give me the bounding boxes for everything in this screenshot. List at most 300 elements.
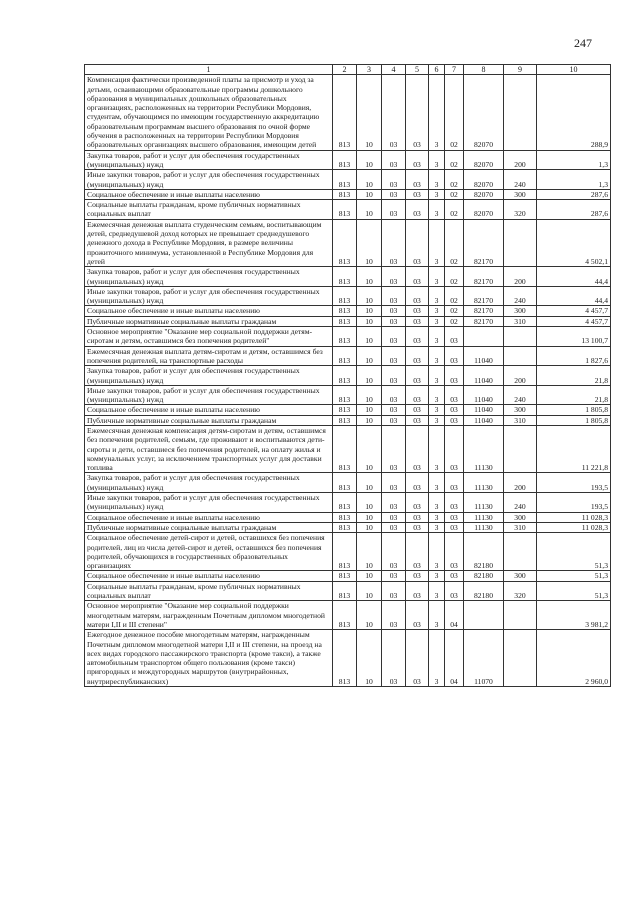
expense-type-code: 300 xyxy=(504,571,537,581)
section-code: 10 xyxy=(357,571,382,581)
section-code: 10 xyxy=(357,581,382,601)
subprogram-code: 3 xyxy=(429,170,445,190)
expense-type-code: 200 xyxy=(504,267,537,287)
program-code: 03 xyxy=(406,533,429,571)
event-code: 03 xyxy=(445,425,464,472)
row-name: Социальные выплаты гражданам, кроме публичных нормативных социальных выплат xyxy=(85,200,333,220)
row-name: Закупка товаров, работ и услуг для обеспечения государственных (муниципальных) нужд xyxy=(85,473,333,493)
section-code: 10 xyxy=(357,150,382,170)
subsection-code: 03 xyxy=(382,316,406,326)
amount: 1,3 xyxy=(537,150,611,170)
subprogram-code: 3 xyxy=(429,405,445,415)
event-code: 02 xyxy=(445,170,464,190)
event-code: 02 xyxy=(445,189,464,199)
expense-type-code xyxy=(504,425,537,472)
admin-code: 813 xyxy=(333,630,357,687)
table-row xyxy=(85,415,611,425)
section-code: 10 xyxy=(357,219,382,266)
amount: 3 981,2 xyxy=(537,601,611,630)
subsection-code: 03 xyxy=(382,306,406,316)
event-code: 03 xyxy=(445,533,464,571)
direction-code: 82070 xyxy=(464,170,504,190)
admin-code: 813 xyxy=(333,533,357,571)
table-row xyxy=(85,267,611,287)
program-code: 03 xyxy=(406,306,429,316)
subprogram-code: 3 xyxy=(429,286,445,306)
column-number: 9 xyxy=(504,65,537,75)
program-code: 03 xyxy=(406,493,429,513)
section-code: 10 xyxy=(357,601,382,630)
row-name: Социальное обеспечение и иные выплаты населению xyxy=(85,512,333,522)
section-code: 10 xyxy=(357,385,382,405)
direction-code: 11130 xyxy=(464,473,504,493)
section-code: 10 xyxy=(357,316,382,326)
amount: 287,6 xyxy=(537,189,611,199)
section-code: 10 xyxy=(357,170,382,190)
section-code: 10 xyxy=(357,512,382,522)
table-row xyxy=(85,286,611,306)
table-row xyxy=(85,630,611,687)
direction-code: 11130 xyxy=(464,512,504,522)
event-code: 03 xyxy=(445,522,464,532)
amount: 288,9 xyxy=(537,75,611,150)
row-name: Иные закупки товаров, работ и услуг для обеспечения государственных (муниципальных) нужд xyxy=(85,286,333,306)
table-row xyxy=(85,366,611,386)
subsection-code: 03 xyxy=(382,385,406,405)
section-code: 10 xyxy=(357,75,382,150)
expense-type-code xyxy=(504,630,537,687)
event-code: 03 xyxy=(445,366,464,386)
table-row xyxy=(85,522,611,532)
subprogram-code: 3 xyxy=(429,346,445,366)
table-row xyxy=(85,512,611,522)
direction-code: 82170 xyxy=(464,267,504,287)
expense-type-code: 200 xyxy=(504,366,537,386)
subsection-code: 03 xyxy=(382,512,406,522)
subsection-code: 03 xyxy=(382,533,406,571)
amount: 11 221,8 xyxy=(537,425,611,472)
amount: 51,3 xyxy=(537,533,611,571)
subprogram-code: 3 xyxy=(429,512,445,522)
admin-code: 813 xyxy=(333,286,357,306)
subsection-code: 03 xyxy=(382,366,406,386)
table-row xyxy=(85,493,611,513)
expense-type-code: 240 xyxy=(504,493,537,513)
table-row xyxy=(85,601,611,630)
row-name: Закупка товаров, работ и услуг для обеспечения государственных (муниципальных) нужд xyxy=(85,150,333,170)
program-code: 03 xyxy=(406,415,429,425)
direction-code: 11130 xyxy=(464,493,504,513)
expense-type-code xyxy=(504,533,537,571)
admin-code: 813 xyxy=(333,170,357,190)
column-number: 2 xyxy=(333,65,357,75)
row-name: Социальное обеспечение и иные выплаты населению xyxy=(85,306,333,316)
direction-code: 82070 xyxy=(464,189,504,199)
expense-type-code: 300 xyxy=(504,306,537,316)
subsection-code: 03 xyxy=(382,346,406,366)
event-code: 04 xyxy=(445,630,464,687)
admin-code: 813 xyxy=(333,473,357,493)
event-code: 02 xyxy=(445,219,464,266)
event-code: 03 xyxy=(445,512,464,522)
program-code: 03 xyxy=(406,581,429,601)
table-row xyxy=(85,346,611,366)
subprogram-code: 3 xyxy=(429,316,445,326)
table-row xyxy=(85,533,611,571)
subprogram-code: 3 xyxy=(429,533,445,571)
table-row xyxy=(85,385,611,405)
row-name: Закупка товаров, работ и услуг для обеспечения государственных (муниципальных) нужд xyxy=(85,366,333,386)
admin-code: 813 xyxy=(333,493,357,513)
admin-code: 813 xyxy=(333,385,357,405)
amount: 4 457,7 xyxy=(537,306,611,316)
program-code: 03 xyxy=(406,571,429,581)
expense-type-code: 320 xyxy=(504,200,537,220)
amount: 1,3 xyxy=(537,170,611,190)
direction-code: 11040 xyxy=(464,346,504,366)
program-code: 03 xyxy=(406,346,429,366)
direction-code: 82070 xyxy=(464,200,504,220)
event-code: 02 xyxy=(445,267,464,287)
subprogram-code: 3 xyxy=(429,189,445,199)
program-code: 03 xyxy=(406,385,429,405)
column-number: 3 xyxy=(357,65,382,75)
expense-type-code: 310 xyxy=(504,415,537,425)
admin-code: 813 xyxy=(333,200,357,220)
event-code: 02 xyxy=(445,200,464,220)
section-code: 10 xyxy=(357,533,382,571)
subprogram-code: 3 xyxy=(429,425,445,472)
column-number: 5 xyxy=(406,65,429,75)
subprogram-code: 3 xyxy=(429,267,445,287)
section-code: 10 xyxy=(357,200,382,220)
row-name: Ежемесячная денежная компенсация детям-сиротам и детям, оставшимся без попечения родителей, семьям, где проживают и воспитываются дети-сироты и дети, оставшиеся без попечения родителей, на оплату жилья и коммунальных услуг, за исключением транспортных услуг для доставки топлива xyxy=(85,425,333,472)
program-code: 03 xyxy=(406,219,429,266)
subprogram-code: 3 xyxy=(429,385,445,405)
row-name: Публичные нормативные социальные выплаты гражданам xyxy=(85,522,333,532)
row-name: Социальное обеспечение и иные выплаты населению xyxy=(85,189,333,199)
expense-type-code xyxy=(504,346,537,366)
program-code: 03 xyxy=(406,405,429,415)
subprogram-code: 3 xyxy=(429,630,445,687)
subprogram-code: 3 xyxy=(429,306,445,316)
expense-type-code xyxy=(504,219,537,266)
section-code: 10 xyxy=(357,473,382,493)
column-number-row xyxy=(85,65,611,75)
table-row xyxy=(85,75,611,150)
amount: 51,3 xyxy=(537,571,611,581)
program-code: 03 xyxy=(406,170,429,190)
subsection-code: 03 xyxy=(382,75,406,150)
admin-code: 813 xyxy=(333,219,357,266)
admin-code: 813 xyxy=(333,75,357,150)
row-name: Публичные нормативные социальные выплаты гражданам xyxy=(85,316,333,326)
section-code: 10 xyxy=(357,189,382,199)
row-name: Компенсация фактически произведенной платы за присмотр и уход за детьми, осваивающими образовательные программы дошкольного образования в муниципальных дошкольных образовательных организациях, расположенных на территории Республики Мордовия, студентам, обучающимся по имеющим государственную аккредитацию образовательным программам высшего образования по очной форме обучения в расположенных на территории Республики Мордовия образовательных организациях высшего образования, имеющим детей xyxy=(85,75,333,150)
amount: 11 028,3 xyxy=(537,522,611,532)
amount: 51,3 xyxy=(537,581,611,601)
column-number: 7 xyxy=(445,65,464,75)
table-body xyxy=(85,65,611,687)
section-code: 10 xyxy=(357,425,382,472)
row-name: Ежемесячная денежная выплата детям-сиротам и детям, оставшимся без попечения родителей, на транспортные расходы xyxy=(85,346,333,366)
row-name: Социальное обеспечение и иные выплаты населению xyxy=(85,571,333,581)
subprogram-code: 3 xyxy=(429,200,445,220)
admin-code: 813 xyxy=(333,571,357,581)
event-code: 02 xyxy=(445,75,464,150)
row-name: Закупка товаров, работ и услуг для обеспечения государственных (муниципальных) нужд xyxy=(85,267,333,287)
row-name: Основное мероприятие "Оказание мер социальной поддержки детям-сиротам и детям, оставшимся без попечения родителей" xyxy=(85,327,333,347)
admin-code: 813 xyxy=(333,189,357,199)
subprogram-code: 3 xyxy=(429,75,445,150)
row-name: Ежемесячная денежная выплата студенческим семьям, воспитывающим детей, среднедушевой доход которых не превышает среднедушевого денежного дохода в Республике Мордовия, в размере величины прожиточного минимума, установленной в Республике Мордовия для детей xyxy=(85,219,333,266)
amount: 44,4 xyxy=(537,267,611,287)
direction-code xyxy=(464,327,504,347)
row-name: Публичные нормативные социальные выплаты гражданам xyxy=(85,415,333,425)
table-row xyxy=(85,219,611,266)
expense-type-code: 200 xyxy=(504,150,537,170)
admin-code: 813 xyxy=(333,415,357,425)
column-number: 1 xyxy=(85,65,333,75)
direction-code: 82070 xyxy=(464,150,504,170)
admin-code: 813 xyxy=(333,346,357,366)
program-code: 03 xyxy=(406,630,429,687)
direction-code: 82180 xyxy=(464,533,504,571)
amount: 4 457,7 xyxy=(537,316,611,326)
program-code: 03 xyxy=(406,366,429,386)
subprogram-code: 3 xyxy=(429,571,445,581)
direction-code: 82170 xyxy=(464,219,504,266)
expense-type-code: 240 xyxy=(504,286,537,306)
section-code: 10 xyxy=(357,267,382,287)
event-code: 03 xyxy=(445,493,464,513)
subprogram-code: 3 xyxy=(429,150,445,170)
subprogram-code: 3 xyxy=(429,522,445,532)
expense-type-code: 300 xyxy=(504,405,537,415)
admin-code: 813 xyxy=(333,327,357,347)
program-code: 03 xyxy=(406,327,429,347)
expense-type-code xyxy=(504,75,537,150)
event-code: 02 xyxy=(445,286,464,306)
expense-type-code: 320 xyxy=(504,581,537,601)
admin-code: 813 xyxy=(333,366,357,386)
admin-code: 813 xyxy=(333,267,357,287)
program-code: 03 xyxy=(406,522,429,532)
program-code: 03 xyxy=(406,473,429,493)
subsection-code: 03 xyxy=(382,425,406,472)
expense-type-code: 300 xyxy=(504,189,537,199)
subsection-code: 03 xyxy=(382,170,406,190)
expense-type-code: 310 xyxy=(504,522,537,532)
budget-table xyxy=(84,64,611,687)
subprogram-code: 3 xyxy=(429,415,445,425)
amount: 2 960,0 xyxy=(537,630,611,687)
subprogram-code: 3 xyxy=(429,327,445,347)
subsection-code: 03 xyxy=(382,581,406,601)
event-code: 03 xyxy=(445,327,464,347)
program-code: 03 xyxy=(406,200,429,220)
row-name: Иные закупки товаров, работ и услуг для обеспечения государственных (муниципальных) нужд xyxy=(85,385,333,405)
section-code: 10 xyxy=(357,366,382,386)
subsection-code: 03 xyxy=(382,286,406,306)
event-code: 02 xyxy=(445,306,464,316)
subprogram-code: 3 xyxy=(429,493,445,513)
column-number: 8 xyxy=(464,65,504,75)
table-row xyxy=(85,200,611,220)
program-code: 03 xyxy=(406,75,429,150)
program-code: 03 xyxy=(406,512,429,522)
amount: 21,8 xyxy=(537,366,611,386)
event-code: 02 xyxy=(445,150,464,170)
direction-code: 11130 xyxy=(464,522,504,532)
subprogram-code: 3 xyxy=(429,601,445,630)
direction-code: 11040 xyxy=(464,385,504,405)
direction-code: 11040 xyxy=(464,366,504,386)
expense-type-code: 240 xyxy=(504,385,537,405)
event-code: 03 xyxy=(445,581,464,601)
program-code: 03 xyxy=(406,425,429,472)
expense-type-code: 240 xyxy=(504,170,537,190)
admin-code: 813 xyxy=(333,581,357,601)
table-row xyxy=(85,405,611,415)
event-code: 02 xyxy=(445,316,464,326)
table-row xyxy=(85,316,611,326)
amount: 44,4 xyxy=(537,286,611,306)
section-code: 10 xyxy=(357,327,382,347)
subsection-code: 03 xyxy=(382,150,406,170)
row-name: Иные закупки товаров, работ и услуг для обеспечения государственных (муниципальных) нужд xyxy=(85,493,333,513)
row-name: Ежегодное денежное пособие многодетным матерям, награжденным Почетным дипломом многодетной матери I,II и III степени, на проезд на всех видах городского пассажирского транспорта (кроме такси), а также автомобильным транспортом общего пользования (кроме такси) пригородных и междугородных маршрутов (внутрирайонных, внутриреспубликанских) xyxy=(85,630,333,687)
table-row xyxy=(85,473,611,493)
event-code: 03 xyxy=(445,473,464,493)
program-code: 03 xyxy=(406,267,429,287)
direction-code xyxy=(464,601,504,630)
amount: 1 805,8 xyxy=(537,415,611,425)
row-name: Иные закупки товаров, работ и услуг для обеспечения государственных (муниципальных) нужд xyxy=(85,170,333,190)
expense-type-code xyxy=(504,601,537,630)
table-row xyxy=(85,425,611,472)
expense-type-code: 200 xyxy=(504,473,537,493)
row-name: Социальное обеспечение детей-сирот и детей, оставшихся без попечения родителей, лиц из числа детей-сирот и детей, оставшихся без попечения родителей, обучающихся в государственных образовательных организациях xyxy=(85,533,333,571)
section-code: 10 xyxy=(357,405,382,415)
admin-code: 813 xyxy=(333,512,357,522)
admin-code: 813 xyxy=(333,425,357,472)
column-number: 10 xyxy=(537,65,611,75)
direction-code: 82180 xyxy=(464,581,504,601)
subsection-code: 03 xyxy=(382,571,406,581)
admin-code: 813 xyxy=(333,306,357,316)
table-row xyxy=(85,189,611,199)
expense-type-code xyxy=(504,327,537,347)
direction-code: 82170 xyxy=(464,316,504,326)
amount: 4 502,1 xyxy=(537,219,611,266)
admin-code: 813 xyxy=(333,150,357,170)
section-code: 10 xyxy=(357,346,382,366)
event-code: 04 xyxy=(445,601,464,630)
section-code: 10 xyxy=(357,306,382,316)
row-name: Социальные выплаты гражданам, кроме публичных нормативных социальных выплат xyxy=(85,581,333,601)
subsection-code: 03 xyxy=(382,327,406,347)
amount: 21,8 xyxy=(537,385,611,405)
subsection-code: 03 xyxy=(382,522,406,532)
program-code: 03 xyxy=(406,189,429,199)
direction-code: 11130 xyxy=(464,425,504,472)
section-code: 10 xyxy=(357,286,382,306)
section-code: 10 xyxy=(357,493,382,513)
program-code: 03 xyxy=(406,316,429,326)
subsection-code: 03 xyxy=(382,630,406,687)
subprogram-code: 3 xyxy=(429,219,445,266)
program-code: 03 xyxy=(406,150,429,170)
admin-code: 813 xyxy=(333,316,357,326)
admin-code: 813 xyxy=(333,405,357,415)
event-code: 03 xyxy=(445,571,464,581)
table-row xyxy=(85,581,611,601)
direction-code: 82170 xyxy=(464,286,504,306)
subsection-code: 03 xyxy=(382,473,406,493)
table-row xyxy=(85,327,611,347)
section-code: 10 xyxy=(357,522,382,532)
table-row xyxy=(85,306,611,316)
column-number: 4 xyxy=(382,65,406,75)
direction-code: 82180 xyxy=(464,571,504,581)
subprogram-code: 3 xyxy=(429,366,445,386)
event-code: 03 xyxy=(445,415,464,425)
expense-type-code: 310 xyxy=(504,316,537,326)
amount: 1 827,6 xyxy=(537,346,611,366)
section-code: 10 xyxy=(357,415,382,425)
section-code: 10 xyxy=(357,630,382,687)
subsection-code: 03 xyxy=(382,493,406,513)
direction-code: 11040 xyxy=(464,415,504,425)
amount: 287,6 xyxy=(537,200,611,220)
direction-code: 11070 xyxy=(464,630,504,687)
amount: 13 100,7 xyxy=(537,327,611,347)
event-code: 03 xyxy=(445,346,464,366)
program-code: 03 xyxy=(406,286,429,306)
page-number: 247 xyxy=(574,36,592,50)
amount: 193,5 xyxy=(537,473,611,493)
subprogram-code: 3 xyxy=(429,473,445,493)
subsection-code: 03 xyxy=(382,267,406,287)
table-row xyxy=(85,571,611,581)
row-name: Социальное обеспечение и иные выплаты населению xyxy=(85,405,333,415)
amount: 11 028,3 xyxy=(537,512,611,522)
event-code: 03 xyxy=(445,405,464,415)
subsection-code: 03 xyxy=(382,189,406,199)
amount: 1 805,8 xyxy=(537,405,611,415)
table-row xyxy=(85,150,611,170)
subsection-code: 03 xyxy=(382,219,406,266)
subsection-code: 03 xyxy=(382,415,406,425)
direction-code: 82170 xyxy=(464,306,504,316)
subsection-code: 03 xyxy=(382,601,406,630)
admin-code: 813 xyxy=(333,601,357,630)
program-code: 03 xyxy=(406,601,429,630)
event-code: 03 xyxy=(445,385,464,405)
row-name: Основное мероприятие "Оказание мер социальной поддержки многодетным матерям, награжденным Почетным дипломом многодетной матери I,II и III степени" xyxy=(85,601,333,630)
column-number: 6 xyxy=(429,65,445,75)
subsection-code: 03 xyxy=(382,200,406,220)
direction-code: 82070 xyxy=(464,75,504,150)
direction-code: 11040 xyxy=(464,405,504,415)
expense-type-code: 300 xyxy=(504,512,537,522)
table-row xyxy=(85,170,611,190)
subprogram-code: 3 xyxy=(429,581,445,601)
admin-code: 813 xyxy=(333,522,357,532)
subsection-code: 03 xyxy=(382,405,406,415)
amount: 193,5 xyxy=(537,493,611,513)
